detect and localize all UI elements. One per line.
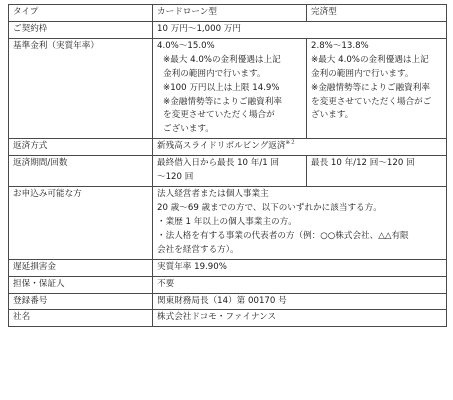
rate-card-line: ※金融情勢等によりご融資利率 [163, 96, 282, 107]
registration-value-cell: 関東財務局長（14）第 00170 号 [153, 293, 447, 310]
loan-spec-table [8, 4, 447, 327]
rate-card-line: 4.0%～15.0% [157, 40, 215, 51]
type-label-cell: タイプ [9, 5, 153, 22]
late-fee-value-cell: 実質年率 19.90% [153, 259, 447, 276]
guarantor-value-cell: 不要 [153, 276, 447, 293]
eligibility-line: 法人経営者または個人事業主 [157, 189, 269, 200]
repayment-period-card-cell [153, 156, 307, 187]
card-loan-header-cell: カードローン型 [153, 5, 307, 22]
rate-full-line: を変更させていただく場合がご [311, 96, 432, 107]
eligibility-line: ・業歴 1 年以上の個人事業主の方。 [157, 216, 297, 227]
repayment-method-value-cell [153, 139, 447, 156]
rate-card-line: ※最大 4.0%の金利優遇は上記 [163, 54, 281, 65]
eligibility-line: ・法人格を有する事業の代表者の方（例：○○株式会社、△△有限 [157, 230, 409, 241]
repayment-method-value: 新残高スライドリボルビング返済 [157, 141, 286, 152]
company-label-cell: 社名 [9, 310, 153, 327]
repayment-period-card-line: ～120 回 [157, 172, 194, 183]
registration-label-cell: 登録番号 [9, 293, 153, 310]
company-value-cell: 株式会社ドコモ・ファイナンス [153, 310, 447, 327]
footnote-mark: ※２ [285, 140, 296, 147]
repayment-method-label-cell: 返済方式 [9, 139, 153, 156]
limit-value-cell: 10 万円～1,000 万円 [153, 21, 447, 38]
table-row-repayment-method [9, 139, 447, 156]
eligibility-value-cell [153, 187, 447, 260]
rate-full-line: 2.8%～13.8% [311, 40, 369, 51]
repayment-period-full-cell [307, 156, 447, 187]
repayment-period-label-cell: 返済期間/回数 [9, 156, 153, 187]
guarantor-label-cell: 担保・保証人 [9, 276, 153, 293]
rate-card-line: ございます。 [163, 124, 214, 135]
rate-full-line: ざいます。 [311, 110, 354, 121]
table-row-rate [9, 38, 447, 138]
rate-label-cell: 基準金利（実質年率） [9, 38, 153, 138]
rate-card-line: 金利の範囲内で行います。 [163, 68, 266, 79]
rate-card-line: ※100 万円以上は上限 14.9% [163, 82, 280, 93]
late-fee-label-cell: 遅延損害金 [9, 259, 153, 276]
rate-full-line: ※最大 4.0%の金利優遇は上記 [311, 54, 429, 65]
repayment-period-full-line: 最長 10 年/12 回～120 回 [311, 158, 415, 169]
table-row-eligibility [9, 187, 447, 260]
table-row-late-fee [9, 259, 447, 276]
rate-full-cell [307, 38, 447, 138]
limit-label-cell: ご契約枠 [9, 21, 153, 38]
full-repay-header-cell: 完済型 [307, 5, 447, 22]
repayment-period-card-line: 最終借入日から最長 10 年/1 回 [157, 158, 280, 169]
table-row-header [9, 5, 447, 22]
rate-card-line: を変更させていただく場合が [163, 110, 275, 121]
rate-full-line: ※金融情勢等によりご融資利率 [311, 82, 430, 93]
rate-full-line: 金利の範囲内で行います。 [311, 68, 414, 79]
rate-card-cell [153, 38, 307, 138]
eligibility-line: 20 歳～69 歳までの方で、以下のいずれかに該当する方。 [157, 202, 382, 213]
eligibility-line: 会社を経営する方）。 [157, 244, 239, 255]
table-row-registration [9, 293, 447, 310]
table-row-limit [9, 21, 447, 38]
loan-spec-document [8, 4, 446, 327]
eligibility-label-cell: お申込み可能な方 [9, 187, 153, 260]
table-row-guarantor [9, 276, 447, 293]
table-row-company [9, 310, 447, 327]
table-row-repayment-period [9, 156, 447, 187]
